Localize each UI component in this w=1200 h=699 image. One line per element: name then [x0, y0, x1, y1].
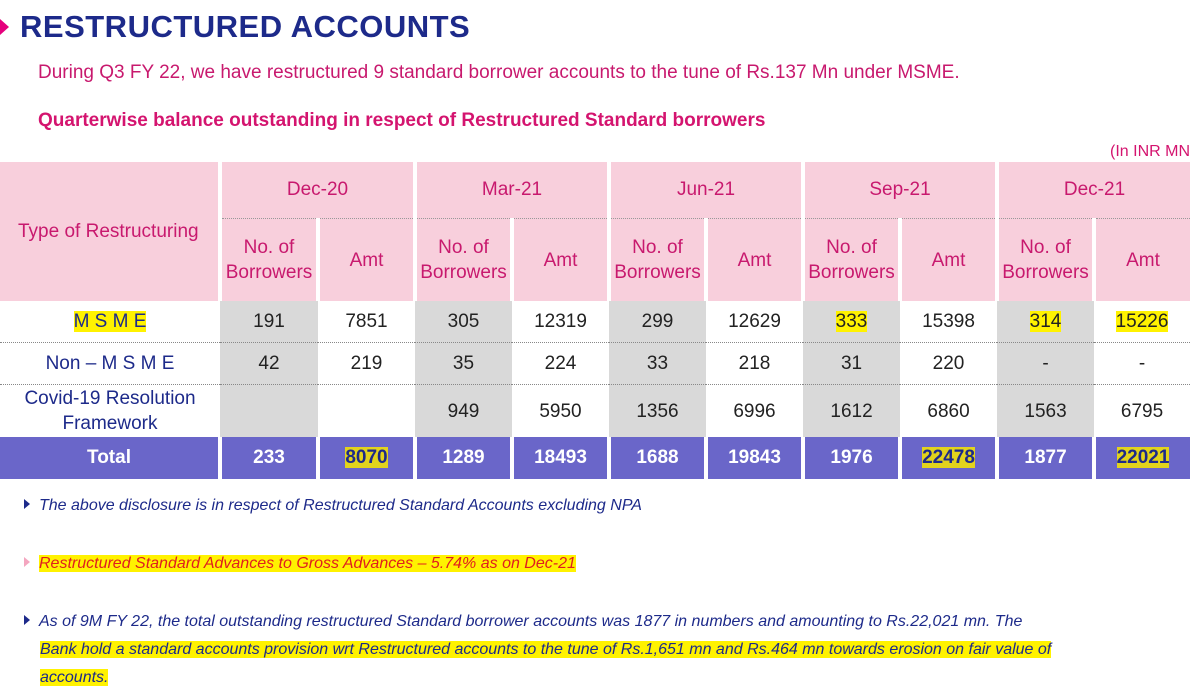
bullet-text: accounts. [40, 669, 109, 686]
table-cell: 220 [900, 343, 997, 385]
bullet-text: As of 9M FY 22, the total outstanding restructured Standard borrower accounts was 1877 in numbers and amounting to Rs.22,021 mn. The [39, 613, 1023, 630]
page-title-block [0, 4, 470, 50]
total-cell: 1688 [609, 437, 706, 479]
table-cell: 6860 [927, 400, 970, 422]
table-cell: 1563 [997, 385, 1094, 438]
total-cell: 1289 [415, 437, 512, 479]
header-row-periods [0, 162, 1190, 219]
table-cell: 31 [803, 343, 900, 385]
period-header: Jun-21 [609, 162, 803, 219]
period-header: Dec-21 [997, 162, 1190, 219]
bullet-arrow-icon [24, 557, 30, 567]
table-cell: 191 [220, 301, 318, 343]
total-cell: 18493 [512, 437, 609, 479]
table-cell: 6996 [733, 400, 776, 422]
total-cell: 8070 [318, 437, 415, 479]
row-label: Non – M S M E [0, 343, 220, 385]
table-row-non-msme [0, 343, 1190, 385]
table-cell: 1356 [609, 385, 706, 438]
bullet-summary [24, 608, 1184, 692]
restructured-table [0, 162, 1190, 479]
total-cell: 22021 [1094, 437, 1190, 479]
amt-col-header: Amt [1094, 219, 1190, 302]
bullet-ratio [24, 550, 576, 578]
table-row-msme [0, 301, 1190, 343]
type-header: Type of Restructuring [0, 162, 220, 301]
table-cell: 12319 [512, 301, 609, 343]
bullet-text: Bank hold a standard accounts provision wrt Restructured accounts to the tune of Rs.1,651 mn and Rs.464 mn towards erosion on fair value of [40, 641, 1052, 658]
total-cell: 19843 [706, 437, 803, 479]
table-cell: 5950 [539, 400, 582, 422]
amt-col-header: Amt [318, 219, 415, 302]
row-label: M S M E [0, 301, 220, 343]
borrowers-col-header: No. of Borrowers [415, 219, 512, 302]
page-title: RESTRUCTURED ACCOUNTS [20, 9, 471, 44]
table-cell: 35 [415, 343, 512, 385]
table-cell: 1612 [803, 385, 900, 438]
table-cell: - [1094, 343, 1190, 385]
title-arrow-icon [0, 19, 9, 35]
bullet-arrow-icon [24, 615, 30, 625]
table-cell: 949 [415, 385, 512, 438]
table-cell: - [997, 343, 1094, 385]
amt-col-header: Amt [900, 219, 997, 302]
table-cell: 7851 [318, 301, 415, 343]
table-subtitle: Quarterwise balance outstanding in respect of Restructured Standard borrowers [38, 110, 766, 131]
table-cell: 219 [318, 343, 415, 385]
intro-text: During Q3 FY 22, we have restructured 9 standard borrower accounts to the tune of Rs.137 Mn under MSME. [38, 62, 960, 83]
period-header: Dec-20 [220, 162, 415, 219]
table-cell [220, 385, 318, 438]
bullet-text: The above disclosure is in respect of Restructured Standard Accounts excluding NPA [39, 497, 642, 514]
table-cell: 224 [512, 343, 609, 385]
borrowers-col-header: No. of Borrowers [803, 219, 900, 302]
bullet-arrow-icon [24, 499, 30, 509]
bullet-disclosure [24, 492, 642, 520]
table-cell: 314 [997, 301, 1094, 343]
total-label: Total [0, 437, 220, 479]
table-cell: 15398 [900, 301, 997, 343]
borrowers-col-header: No. of Borrowers [220, 219, 318, 302]
borrowers-col-header: No. of Borrowers [997, 219, 1094, 302]
period-header: Sep-21 [803, 162, 997, 219]
table-cell: 12629 [706, 301, 803, 343]
table-cell: 299 [609, 301, 706, 343]
table-cell: 15226 [1094, 301, 1190, 343]
total-cell: 1976 [803, 437, 900, 479]
period-header: Mar-21 [415, 162, 609, 219]
total-cell: 1877 [997, 437, 1094, 479]
table-cell: 33 [609, 343, 706, 385]
borrowers-col-header: No. of Borrowers [609, 219, 706, 302]
row-label: Covid-19 Resolution Framework [24, 388, 196, 434]
table-cell [318, 385, 415, 438]
unit-note: (In INR MN [1110, 143, 1190, 160]
table-cell: 333 [803, 301, 900, 343]
table-cell: 6795 [1120, 400, 1164, 422]
amt-col-header: Amt [512, 219, 609, 302]
table-row-total [0, 437, 1190, 479]
table-row-covid [0, 385, 1190, 438]
table-cell: 218 [706, 343, 803, 385]
table-cell: 42 [220, 343, 318, 385]
bullet-text: Restructured Standard Advances to Gross Advances – 5.74% as on Dec-21 [39, 555, 576, 572]
total-cell: 233 [220, 437, 318, 479]
total-cell: 22478 [900, 437, 997, 479]
amt-col-header: Amt [706, 219, 803, 302]
table-cell: 305 [415, 301, 512, 343]
